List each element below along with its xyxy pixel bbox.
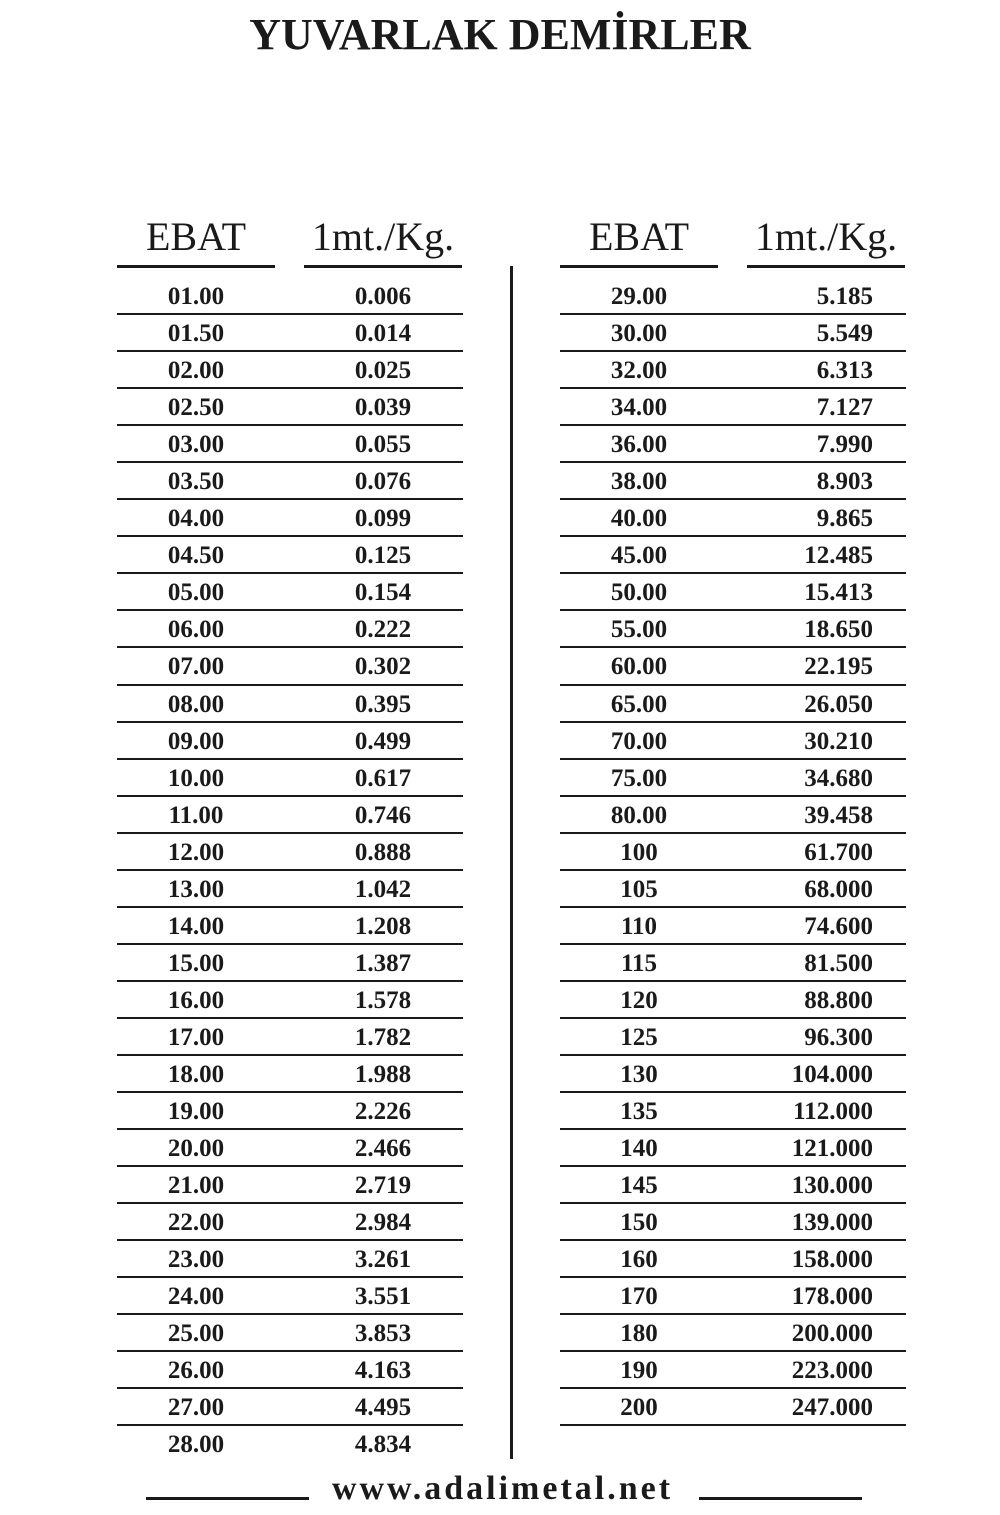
weight-cell: 5.185 (816, 283, 873, 310)
weight-cell: 81.500 (804, 949, 873, 977)
ebat-cell: 145 (620, 1172, 658, 1200)
weight-cell: 104.000 (791, 1060, 873, 1088)
ebat-cell: 65.00 (610, 690, 668, 718)
left-table (117, 212, 463, 1462)
ebat-cell: 24.00 (167, 1283, 225, 1311)
ebat-cell: 125 (620, 1023, 658, 1051)
ebat-cell: 60.00 (610, 653, 668, 681)
table-row (560, 278, 906, 315)
ebat-cell: 30.00 (610, 320, 668, 348)
weight-cell: 2.466 (354, 1135, 412, 1163)
table-row (560, 537, 906, 574)
weight-cell: 2.719 (354, 1172, 412, 1200)
table-row (117, 278, 463, 315)
table-row (560, 945, 906, 982)
weight-cell: 130.000 (791, 1172, 873, 1200)
ebat-cell: 23.00 (167, 1246, 225, 1274)
weight-cell: 7.127 (816, 394, 873, 422)
weight-cell: 200.000 (791, 1320, 873, 1348)
weight-cell: 121.000 (791, 1135, 873, 1163)
weight-cell: 2.226 (354, 1098, 412, 1126)
weight-cell: 0.025 (354, 357, 412, 385)
table-row (560, 1315, 906, 1352)
weight-cell: 0.039 (354, 394, 412, 422)
weight-cell: 139.000 (791, 1209, 873, 1237)
weight-cell: 9.865 (816, 505, 873, 533)
ebat-cell: 01.00 (167, 283, 225, 310)
weight-cell: 0.006 (354, 283, 412, 310)
ebat-cell: 04.00 (167, 505, 225, 533)
ebat-cell: 140 (620, 1135, 658, 1163)
weight-cell: 18.650 (804, 616, 873, 644)
ebat-cell: 40.00 (610, 505, 668, 533)
weight-cell: 0.076 (354, 468, 412, 496)
footer-rule-left (146, 1497, 309, 1500)
table-row (560, 611, 906, 648)
table-row (560, 1352, 906, 1389)
table-row (117, 834, 463, 871)
table-row (117, 1130, 463, 1167)
table-row (117, 500, 463, 537)
weight-cell: 26.050 (804, 690, 873, 718)
right-table (560, 212, 906, 1426)
table-row (560, 797, 906, 834)
ebat-cell: 01.50 (167, 320, 225, 348)
weight-cell: 158.000 (791, 1246, 873, 1274)
table-row (117, 352, 463, 389)
table-row (560, 1019, 906, 1056)
ebat-cell: 20.00 (167, 1135, 225, 1163)
table-row (560, 908, 906, 945)
table-row (117, 1426, 463, 1461)
table-row (117, 1167, 463, 1204)
table-row (117, 1204, 463, 1241)
weight-cell: 3.261 (354, 1246, 412, 1274)
table-row (560, 871, 906, 908)
weight-cell: 0.014 (354, 320, 412, 348)
table-row (117, 1315, 463, 1352)
weight-cell: 0.125 (354, 542, 412, 570)
table-row (560, 686, 906, 723)
table-row (117, 426, 463, 463)
table-row (560, 426, 906, 463)
weight-cell: 8.903 (816, 468, 873, 496)
table-row (560, 1093, 906, 1130)
ebat-cell: 11.00 (168, 801, 224, 829)
weight-cell: 1.387 (354, 949, 412, 977)
table-row (560, 389, 906, 426)
ebat-cell: 55.00 (610, 616, 668, 644)
table-row (117, 1093, 463, 1130)
ebat-cell: 22.00 (167, 1209, 225, 1237)
table-row (117, 1389, 463, 1426)
weight-cell: 1.208 (354, 912, 412, 940)
table-row (117, 537, 463, 574)
ebat-cell: 13.00 (167, 875, 225, 903)
ebat-cell: 08.00 (167, 690, 225, 718)
table-row (117, 908, 463, 945)
weight-cell: 34.680 (804, 764, 873, 792)
ebat-cell: 09.00 (167, 727, 225, 755)
ebat-cell: 28.00 (167, 1431, 225, 1459)
table-row (560, 574, 906, 611)
weight-cell: 0.055 (354, 431, 412, 459)
ebat-cell: 02.00 (167, 357, 225, 385)
ebat-cell: 120 (620, 986, 658, 1014)
column-divider (510, 266, 513, 1459)
ebat-cell: 150 (620, 1209, 658, 1237)
ebat-cell: 14.00 (167, 912, 225, 940)
weight-cell: 1.988 (354, 1060, 412, 1088)
ebat-cell: 105 (620, 875, 658, 903)
weight-cell: 0.746 (354, 801, 412, 829)
table-row (117, 871, 463, 908)
weight-cell: 112.000 (793, 1098, 873, 1126)
weight-column-header: 1mt./Kg. (304, 212, 462, 268)
ebat-cell: 100 (620, 838, 658, 866)
weight-cell: 30.210 (804, 727, 873, 755)
table-row (560, 463, 906, 500)
weight-cell: 3.853 (354, 1320, 412, 1348)
ebat-cell: 16.00 (167, 986, 225, 1014)
ebat-cell: 190 (620, 1357, 658, 1385)
ebat-cell: 34.00 (610, 394, 668, 422)
table-row (560, 982, 906, 1019)
table-row (560, 352, 906, 389)
weight-cell: 0.395 (354, 690, 412, 718)
weight-cell: 0.099 (354, 505, 412, 533)
ebat-cell: 70.00 (610, 727, 668, 755)
table-row (117, 760, 463, 797)
table-row (117, 686, 463, 723)
weight-cell: 22.195 (804, 653, 873, 681)
table-row (560, 648, 906, 685)
weight-cell: 4.163 (354, 1357, 412, 1385)
weight-cell: 1.578 (354, 986, 412, 1014)
table-row (117, 1278, 463, 1315)
ebat-cell: 45.00 (610, 542, 668, 570)
ebat-cell: 03.00 (167, 431, 225, 459)
ebat-cell: 12.00 (167, 838, 225, 866)
table-row (560, 500, 906, 537)
table-row (560, 1278, 906, 1315)
ebat-cell: 27.00 (167, 1394, 225, 1422)
table-row (117, 463, 463, 500)
weight-cell: 0.499 (354, 727, 412, 755)
ebat-cell: 160 (620, 1246, 658, 1274)
weight-cell: 15.413 (804, 579, 873, 607)
weight-cell: 1.782 (354, 1023, 412, 1051)
table-row (560, 723, 906, 760)
weight-cell: 0.617 (354, 764, 412, 792)
table-row (117, 1056, 463, 1093)
table-row (117, 315, 463, 352)
weight-cell: 223.000 (791, 1357, 873, 1385)
footer (0, 1468, 1000, 1508)
table-row (117, 982, 463, 1019)
ebat-cell: 38.00 (610, 468, 668, 496)
ebat-cell: 110 (620, 912, 658, 940)
footer-rule-right (699, 1497, 862, 1500)
weight-cell: 7.990 (816, 431, 873, 459)
table-row (117, 574, 463, 611)
weight-cell: 0.154 (354, 579, 412, 607)
table-row (560, 1130, 906, 1167)
left-table-header (117, 212, 463, 267)
weight-cell: 178.000 (791, 1283, 873, 1311)
left-table-body (117, 278, 463, 1462)
ebat-cell: 180 (620, 1320, 658, 1348)
ebat-cell: 10.00 (167, 764, 225, 792)
ebat-cell: 36.00 (610, 431, 668, 459)
ebat-cell: 04.50 (167, 542, 225, 570)
weight-column-header: 1mt./Kg. (747, 212, 905, 268)
right-table-body (560, 278, 906, 1426)
table-row (560, 834, 906, 871)
weight-cell: 1.042 (354, 875, 412, 903)
ebat-cell: 03.50 (167, 468, 225, 496)
weight-cell: 96.300 (804, 1023, 873, 1051)
weight-cell: 6.313 (816, 357, 873, 385)
weight-cell: 0.302 (354, 653, 412, 681)
page-title: YUVARLAK DEMİRLER (249, 10, 751, 59)
ebat-cell: 05.00 (167, 579, 225, 607)
ebat-column-header: EBAT (560, 212, 718, 268)
ebat-cell: 06.00 (167, 616, 225, 644)
weight-cell: 0.222 (354, 616, 412, 644)
table-row (117, 1241, 463, 1278)
ebat-cell: 02.50 (167, 394, 225, 422)
weight-cell: 12.485 (804, 542, 873, 570)
ebat-cell: 80.00 (610, 801, 668, 829)
table-row (117, 797, 463, 834)
ebat-cell: 135 (620, 1098, 658, 1126)
ebat-cell: 32.00 (610, 357, 668, 385)
weight-cell: 74.600 (804, 912, 873, 940)
ebat-cell: 19.00 (167, 1098, 225, 1126)
ebat-cell: 115 (620, 949, 658, 977)
ebat-cell: 07.00 (167, 653, 225, 681)
ebat-cell: 29.00 (610, 283, 668, 310)
ebat-cell: 25.00 (167, 1320, 225, 1348)
table-row (560, 1056, 906, 1093)
table-row (117, 723, 463, 760)
ebat-cell: 130 (620, 1060, 658, 1088)
weight-cell: 247.000 (791, 1394, 873, 1422)
table-row (117, 1019, 463, 1056)
ebat-cell: 26.00 (167, 1357, 225, 1385)
weight-cell: 39.458 (804, 801, 873, 829)
weight-cell: 4.495 (354, 1394, 412, 1422)
website-url: www.adalimetal.net (331, 1470, 674, 1507)
weight-cell: 0.888 (354, 838, 412, 866)
ebat-cell: 21.00 (167, 1172, 225, 1200)
ebat-cell: 18.00 (167, 1060, 225, 1088)
table-row (560, 1167, 906, 1204)
weight-cell: 68.000 (804, 875, 873, 903)
weight-cell: 61.700 (804, 838, 873, 866)
table-row (560, 315, 906, 352)
table-row (560, 1241, 906, 1278)
ebat-cell: 17.00 (167, 1023, 225, 1051)
table-row (560, 1389, 906, 1426)
table-row (117, 648, 463, 685)
ebat-column-header: EBAT (117, 212, 275, 268)
ebat-cell: 170 (620, 1283, 658, 1311)
right-table-header (560, 212, 906, 267)
table-row (117, 1352, 463, 1389)
weight-cell: 3.551 (354, 1283, 412, 1311)
weight-cell: 88.800 (804, 986, 873, 1014)
weight-cell: 2.984 (354, 1209, 412, 1237)
table-row (117, 389, 463, 426)
weight-cell: 5.549 (816, 320, 873, 348)
table-row (560, 1204, 906, 1241)
table-row (117, 611, 463, 648)
ebat-cell: 50.00 (610, 579, 668, 607)
ebat-cell: 15.00 (167, 949, 225, 977)
ebat-cell: 200 (620, 1394, 658, 1422)
weight-cell: 4.834 (354, 1431, 412, 1459)
table-row (560, 760, 906, 797)
ebat-cell: 75.00 (610, 764, 668, 792)
table-row (117, 945, 463, 982)
